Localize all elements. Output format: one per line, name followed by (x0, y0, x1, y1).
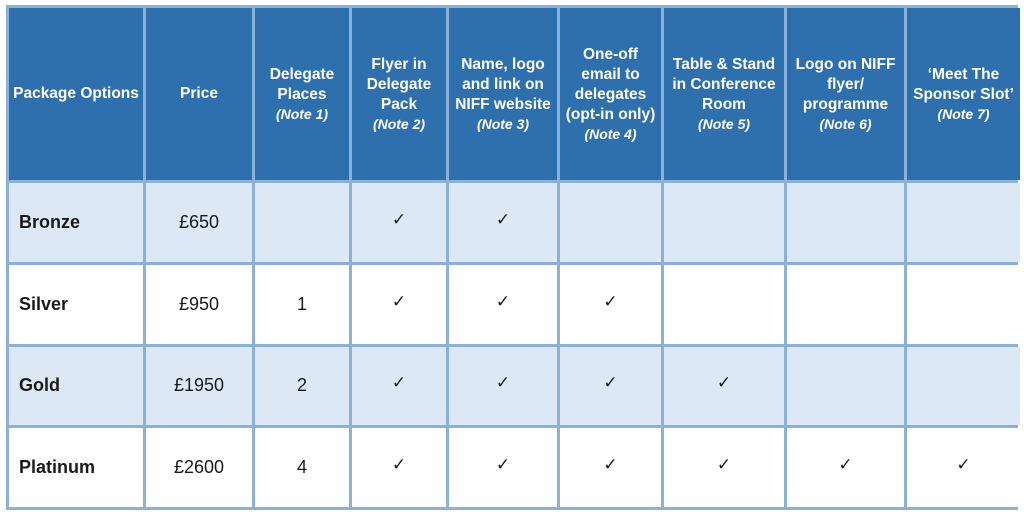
header-delegate-places (255, 8, 349, 180)
one-off-email-cell (560, 265, 661, 344)
package-name-cell: Silver (9, 265, 143, 344)
header-note: (Note 3) (476, 116, 530, 132)
logo-on-flyer-cell (787, 347, 904, 426)
header-package-options (9, 8, 143, 180)
meet-the-sponsor-cell (907, 183, 1020, 262)
header-price (146, 8, 252, 180)
checkmark-icon: ✓ (495, 455, 511, 476)
checkmark-icon: ✓ (603, 291, 618, 312)
checkmark-icon: ✓ (391, 455, 407, 476)
checkmark-icon: ✓ (495, 209, 511, 230)
price-cell: £950 (146, 265, 252, 344)
delegate-places-cell: 4 (255, 428, 349, 507)
website-listing-cell (449, 428, 557, 507)
header-note: (Note 7) (937, 106, 990, 122)
sponsorship-packages-table (6, 5, 1023, 510)
logo-on-flyer-cell (787, 265, 904, 344)
price-cell: £1950 (146, 347, 252, 426)
flyer-in-pack-cell (352, 347, 446, 426)
meet-the-sponsor-cell (907, 265, 1020, 344)
table-and-stand-cell (664, 183, 784, 262)
one-off-email-cell (560, 428, 661, 507)
website-listing-cell (449, 347, 557, 426)
package-name-cell: Gold (9, 347, 143, 426)
flyer-in-pack-cell (352, 428, 446, 507)
table-and-stand-cell (664, 428, 784, 507)
checkmark-icon: ✓ (603, 455, 618, 476)
package-name-cell: Bronze (9, 183, 143, 262)
checkmark-icon: ✓ (495, 373, 511, 394)
one-off-email-cell (560, 183, 661, 262)
table-row (9, 428, 1020, 507)
sponsorship-packages-table-wrap (6, 5, 1018, 510)
header-title: Delegate Places (269, 66, 335, 103)
header-website-listing (449, 8, 557, 180)
checkmark-icon: ✓ (391, 209, 407, 230)
header-note: (Note 4) (584, 126, 637, 142)
header-note: (Note 1) (275, 106, 329, 122)
header-title: Table & Stand in Conference Room (672, 56, 776, 113)
delegate-places-cell: 1 (255, 265, 349, 344)
price-cell: £2600 (146, 428, 252, 507)
logo-on-flyer-cell (787, 428, 904, 507)
table-row (9, 265, 1020, 344)
checkmark-icon: ✓ (716, 373, 732, 394)
table-row (9, 183, 1020, 262)
meet-the-sponsor-cell (907, 428, 1020, 507)
checkmark-icon: ✓ (391, 291, 407, 312)
header-title: Logo on NIFF flyer/ programme (795, 56, 896, 113)
header-title: ‘Meet The Sponsor Slot’ (913, 66, 1014, 103)
flyer-in-pack-cell (352, 265, 446, 344)
header-row (9, 8, 1020, 180)
header-title: Name, logo and link on NIFF website (455, 56, 551, 113)
header-table-and-stand (664, 8, 784, 180)
header-note: (Note 5) (697, 116, 751, 132)
header-one-off-email (560, 8, 661, 180)
delegate-places-cell: 2 (255, 347, 349, 426)
header-title: Flyer in Delegate Pack (366, 56, 432, 113)
website-listing-cell (449, 183, 557, 262)
flyer-in-pack-cell (352, 183, 446, 262)
header-logo-on-flyer (787, 8, 904, 180)
checkmark-icon: ✓ (716, 455, 732, 476)
checkmark-icon: ✓ (603, 373, 618, 394)
checkmark-icon: ✓ (495, 291, 511, 312)
header-title: Package Options (13, 85, 139, 102)
one-off-email-cell (560, 347, 661, 426)
delegate-places-cell (255, 183, 349, 262)
header-note: (Note 2) (372, 116, 426, 132)
header-meet-the-sponsor (907, 8, 1020, 180)
meet-the-sponsor-cell (907, 347, 1020, 426)
header-title: Price (180, 85, 218, 102)
table-and-stand-cell (664, 265, 784, 344)
header-flyer-in-pack (352, 8, 446, 180)
price-cell: £650 (146, 183, 252, 262)
checkmark-icon: ✓ (838, 455, 853, 476)
table-body (9, 183, 1020, 507)
logo-on-flyer-cell (787, 183, 904, 262)
header-note: (Note 6) (819, 116, 872, 132)
header-title: One-off email to delegates (opt-in only) (565, 46, 656, 123)
table-and-stand-cell (664, 347, 784, 426)
website-listing-cell (449, 265, 557, 344)
table-row (9, 347, 1020, 426)
checkmark-icon: ✓ (391, 373, 407, 394)
package-name-cell: Platinum (9, 428, 143, 507)
checkmark-icon: ✓ (956, 455, 971, 476)
